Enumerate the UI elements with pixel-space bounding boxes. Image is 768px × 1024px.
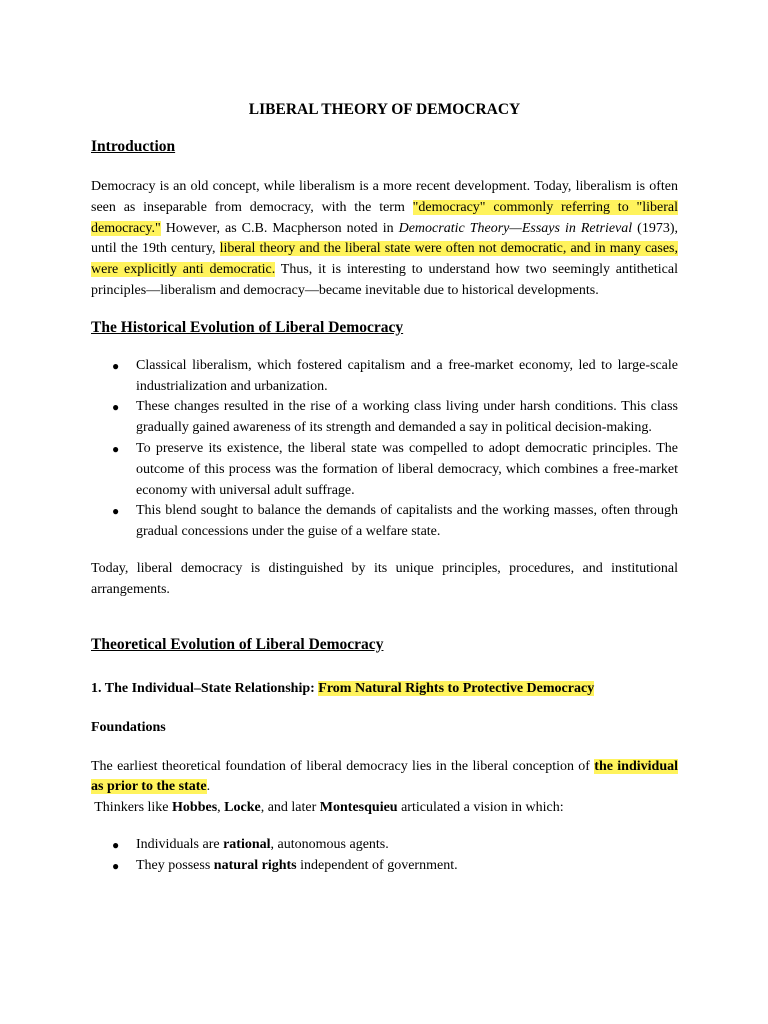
list-item-text: To preserve its existence, the liberal state was compelled to adopt democratic principles. The outcome of this process was the formation of liberal democracy, which combines a free-market economy with universal adult suffrage. [136, 440, 678, 498]
list-item [112, 356, 678, 398]
list-item [112, 397, 678, 439]
intro-text-3: (1973), until the 19th century, [91, 220, 679, 257]
foundations-bullet-list [91, 835, 678, 877]
foundations-paragraph [91, 757, 678, 799]
bullet-icon: ● [112, 858, 120, 873]
historical-closing-paragraph: Today, liberal democracy is distinguished by its unique principles, procedures, and institutional arrangements. [91, 560, 678, 597]
intro-text-2: However, as C.B. Macpherson noted in [160, 220, 399, 236]
foundations-text-2: . [206, 779, 211, 795]
list-item-text: , autonomous agents. [270, 836, 389, 852]
theoretical-evolution-heading: Theoretical Evolution of Liberal Democracy [91, 635, 384, 653]
thinker-montesquieu: Montesquieu [319, 800, 398, 816]
historical-bullet-list [91, 356, 678, 543]
document-title: LIBERAL THEORY OF DEMOCRACY [248, 101, 521, 118]
bullet-icon: ● [112, 400, 120, 415]
bullet-icon: ● [112, 441, 120, 456]
intro-text-1: Democracy is an old concept, while liberalism is a more recent development. Today, liberalism is often seen as inseparable from democracy, with the term [91, 179, 678, 215]
intro-text-4: Thus, it is interesting to understand how two seemingly antithetical principles—liberalism and democracy—became inevitable due to historical developments. [91, 262, 678, 298]
document-body [91, 100, 678, 893]
list-item [112, 835, 678, 856]
list-item-text: They possess [136, 857, 214, 873]
thinkers-text-1: Thinkers like [91, 800, 173, 816]
book-title: Democratic Theory—Essays in Retrieval [398, 220, 633, 236]
list-item [112, 856, 678, 877]
foundations-text-1: The earliest theoretical foundation of liberal democracy lies in the liberal conception of [91, 758, 595, 774]
introduction-heading: Introduction [91, 138, 176, 155]
bullet-icon: ● [112, 504, 120, 519]
list-item-bold: natural rights [213, 857, 297, 873]
thinkers-text-3: articulated a vision in which: [397, 800, 564, 816]
foundations-highlight: the individual as prior to the state [91, 758, 678, 795]
section-1-label: 1. The Individual–State Relationship: [91, 680, 319, 696]
thinkers-text-2: , and later [260, 800, 320, 816]
bullet-icon: ● [112, 837, 120, 852]
introduction-paragraph [91, 177, 678, 302]
list-item [112, 501, 678, 543]
list-item-text: Individuals are [136, 836, 224, 852]
list-item-text: Classical liberalism, which fostered capitalism and a free-market economy, led to large-scale industrialization and urbanization. [136, 357, 678, 394]
list-item-text: These changes resulted in the rise of a working class living under harsh conditions. This class gradually gained awareness of its strength and demanded a say in political decision-making. [136, 399, 678, 436]
thinkers-sep: , [217, 800, 225, 816]
section-1-heading [91, 679, 678, 699]
list-item [112, 439, 678, 501]
list-item-text: independent of government. [296, 857, 458, 873]
bullet-icon: ● [112, 358, 120, 373]
section-1-highlight: From Natural Rights to Protective Democracy [318, 680, 595, 696]
list-item-text: This blend sought to balance the demands of capitalists and the working masses, often through gradual concessions under the guise of a welfare state. [136, 503, 678, 540]
thinker-hobbes: Hobbes [172, 800, 218, 816]
list-item-bold: rational [223, 836, 271, 852]
thinkers-paragraph [91, 798, 678, 819]
intro-highlight-1: "democracy" commonly referring to "liberal democracy." [91, 199, 678, 236]
intro-highlight-2: liberal theory and the liberal state were often not democratic, and in many cases, were explicitly anti democratic. [91, 241, 678, 278]
foundations-heading: Foundations [91, 719, 166, 735]
thinker-locke: Locke [224, 800, 261, 816]
historical-evolution-heading: The Historical Evolution of Liberal Democracy [91, 318, 404, 336]
